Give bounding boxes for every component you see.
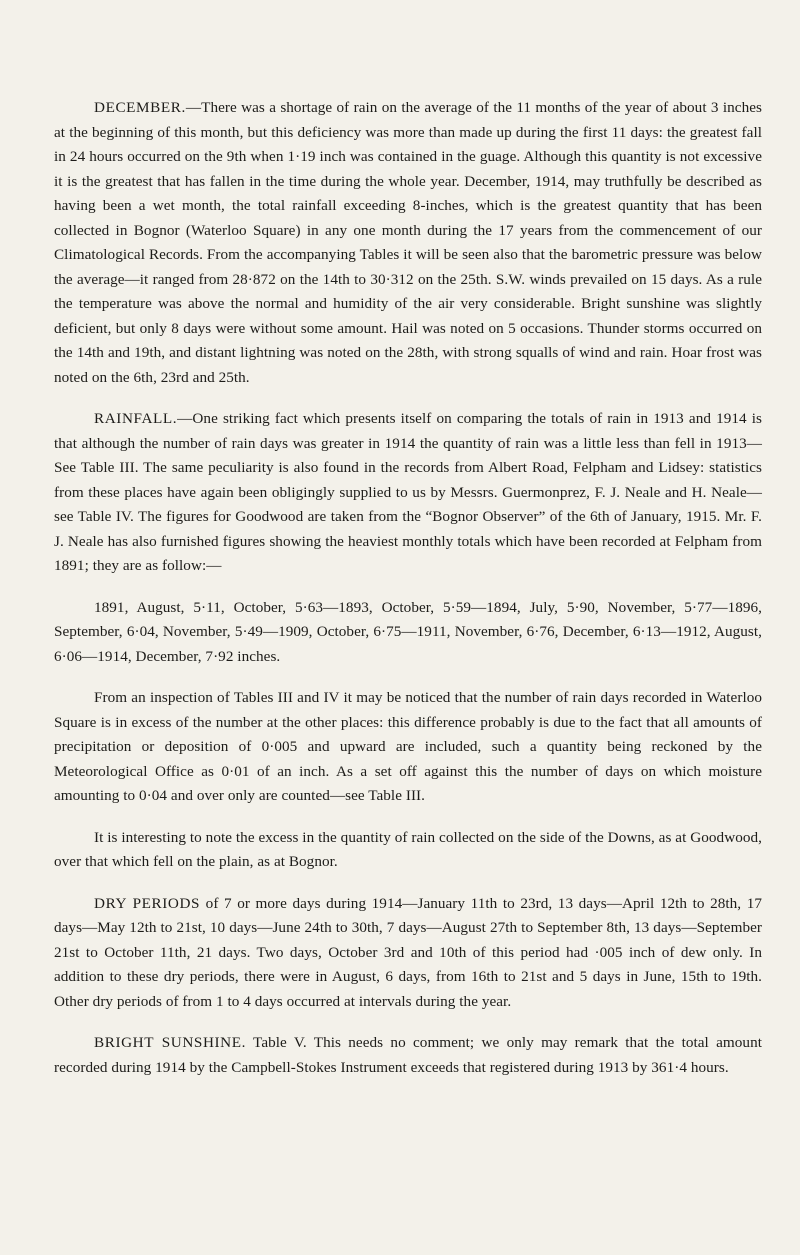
goodwood-text: It is interesting to note the excess in the quantity of rain collected on the side of the Downs, as at Goodwood, over that which fell on the plain, as at Bognor. bbox=[54, 828, 762, 870]
dry-periods-text: of 7 or more days during 1914—January 11th to 23rd, 13 days—April 12th to 28th, 17 days—May 12th to 21st, 10 days—June 24th to 30th, 7 days—August 27th to September 8th, 13 days—September 21st to October 11th, 21 days. Two days, October 3rd and 10th of this period had ·005 inch of dew only. In addition to these dry periods, there were in August, 6 days, from 16th to 21st and 5 days in June, 15th to 19th. Other dry periods of from 1 to 4 days occurred at intervals during the year. bbox=[54, 894, 762, 1010]
rainfall-heading: RAINFALL. bbox=[94, 410, 178, 427]
felpham-totals-paragraph bbox=[54, 596, 762, 670]
felpham-totals-text: 1891, August, 5·11, October, 5·63—1893, October, 5·59—1894, July, 5·90, November, 5·77—1896, September, 6·04, November, 5·49—1909, October, 6·75—1911, November, 6·76, December, 6·13—1912, August, 6·06—1914, December, 7·92 inches. bbox=[54, 598, 762, 665]
december-heading: DECEMBER. bbox=[94, 99, 186, 116]
goodwood-paragraph bbox=[54, 826, 762, 875]
dry-periods-paragraph bbox=[54, 892, 762, 1015]
sunshine-paragraph bbox=[54, 1031, 762, 1080]
december-text: —There was a shortage of rain on the average of the 11 months of the year of about 3 inches at the beginning of this month, but this deficiency was more than made up during the first 11 days: the greatest fall in 24 hours occurred on the 9th when 1·19 inch was contained in the guage. Although this quantity is not excessive it is the greatest that has fallen in the time during the whole year. December, 1914, may truthfully be described as having been a wet month, the total rainfall exceeding 8-inches, which is the greatest quantity that has been collected in Bognor (Waterloo Square) in any one month during the 17 years from the commencement of our Climatological Records. From the accompanying Tables it will be seen also that the barometric pressure was below the average—it ranged from 28·872 on the 14th to 30·312 on the 25th. S.W. winds prevailed on 15 days. As a rule the temperature was above the normal and humidity of the air very considerable. Bright sunshine was slightly deficient, but only 8 days were without some amount. Hail was noted on 5 occasions. Thunder storms occurred on the 14th and 19th, and distant lightning was noted on the 28th, with strong squalls of wind and rain. Hoar frost was noted on the 6th, 23rd and 25th. bbox=[54, 99, 762, 386]
december-paragraph bbox=[54, 96, 762, 390]
dry-periods-heading: DRY PERIODS bbox=[94, 894, 201, 912]
sunshine-text: Table V. This needs no comment; we only may remark that the total amount recorded during 1914 by the Campbell-Stokes Instrument exceeds that registered during 1913 by 361·4 hours. bbox=[54, 1034, 762, 1076]
rain-days-text: From an inspection of Tables III and IV it may be noticed that the number of rain days recorded in Waterloo Square is in excess of the number at the other places: this difference probably is due to the fact that all amounts of precipitation or deposition of 0·005 and upward are included, such a quantity being reckoned by the Meteorological Office as 0·01 of an inch. As a set off against this the number of days on which moisture amounting to 0·04 and over only are counted—see Table III. bbox=[54, 689, 762, 804]
rainfall-text: —One striking fact which presents itself on comparing the totals of rain in 1913 and 1914 is that although the number of rain days was greater in 1914 the quantity of rain was a little less than fell in 1913—See Table III. The same peculiarity is also found in the records from Albert Road, Felpham and Lidsey: statistics from these places have again been obligingly supplied to us by Messrs. Guermonprez, F. J. Neale and H. Neale—see Table IV. The figures for Goodwood are taken from the “Bognor Observer” of the 6th of January, 1915. Mr. F. J. Neale has also furnished figures showing the heaviest monthly totals which have been recorded at Felpham from 1891; they are as follow:— bbox=[54, 410, 762, 574]
rain-days-paragraph bbox=[54, 686, 762, 809]
sunshine-heading: BRIGHT SUNSHINE. bbox=[94, 1034, 247, 1051]
rainfall-paragraph bbox=[54, 407, 762, 579]
